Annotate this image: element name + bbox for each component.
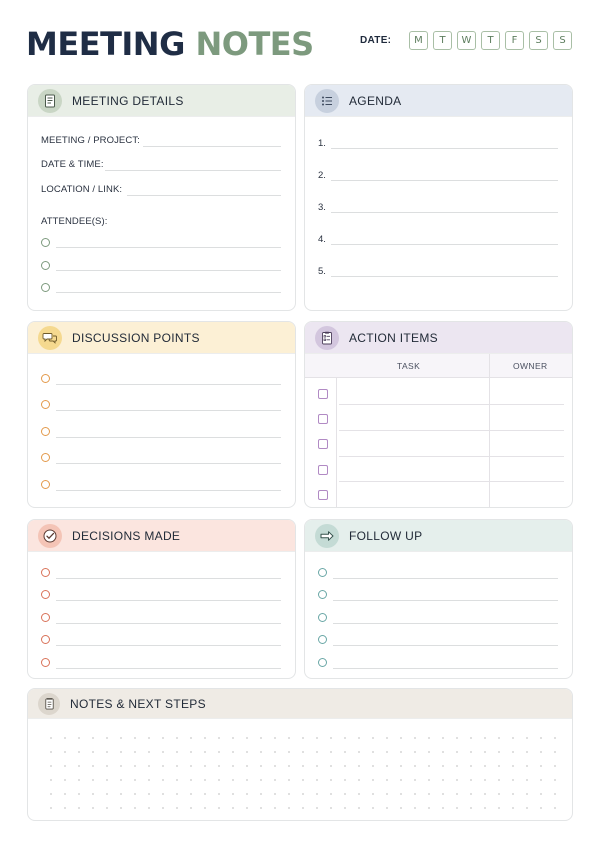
decisions-made-header	[28, 520, 295, 552]
col-header-task: TASK	[397, 361, 421, 371]
notes-card	[27, 688, 573, 821]
discussion-bullet-icon	[41, 400, 50, 409]
decision-line[interactable]	[56, 623, 281, 624]
day-box-tue[interactable]: T	[433, 31, 452, 50]
decisions-made-title: DECISIONS MADE	[72, 528, 181, 543]
decision-bullet-icon	[41, 635, 50, 644]
day-box-sun[interactable]: S	[553, 31, 572, 50]
table-row[interactable]	[339, 456, 564, 457]
list-icon	[315, 89, 339, 113]
day-box-sat[interactable]: S	[529, 31, 548, 50]
agenda-card	[304, 84, 573, 311]
follow-up-card	[304, 519, 573, 679]
discussion-line[interactable]	[56, 490, 281, 491]
attendee-line[interactable]	[56, 247, 281, 248]
decision-bullet-icon	[41, 658, 50, 667]
discussion-bullet-icon	[41, 453, 50, 462]
page-title	[26, 24, 314, 64]
agenda-number: 3.	[318, 202, 326, 213]
discussion-points-header	[28, 322, 295, 354]
col-header-owner: OWNER	[513, 361, 548, 371]
discussion-line[interactable]	[56, 384, 281, 385]
notepad-icon	[38, 693, 60, 715]
attendee-bullet-icon	[41, 283, 50, 292]
agenda-number: 2.	[318, 170, 326, 181]
decision-line[interactable]	[56, 668, 281, 669]
clipboard-checklist-icon	[315, 326, 339, 350]
action-checkbox[interactable]	[318, 490, 328, 500]
follow-up-title: FOLLOW UP	[349, 528, 423, 543]
follow-up-line[interactable]	[333, 668, 558, 669]
follow-up-line[interactable]	[333, 645, 558, 646]
field-label-project: MEETING / PROJECT:	[41, 135, 140, 146]
decision-bullet-icon	[41, 568, 50, 577]
discussion-points-card	[27, 321, 296, 508]
weekday-selector	[409, 31, 572, 50]
field-label-location: LOCATION / LINK:	[41, 184, 123, 195]
attendee-line[interactable]	[56, 270, 281, 271]
attendee-bullet-icon	[41, 261, 50, 270]
agenda-line[interactable]	[331, 180, 558, 181]
discussion-line[interactable]	[56, 463, 281, 464]
table-divider	[336, 378, 337, 507]
action-checkbox[interactable]	[318, 389, 328, 399]
discussion-points-title: DISCUSSION POINTS	[72, 330, 200, 345]
notes-header	[28, 689, 572, 719]
follow-up-bullet-icon	[318, 590, 327, 599]
agenda-number: 4.	[318, 234, 326, 245]
follow-up-bullet-icon	[318, 635, 327, 644]
discussion-bullet-icon	[41, 427, 50, 436]
follow-up-line[interactable]	[333, 578, 558, 579]
day-box-fri[interactable]: F	[505, 31, 524, 50]
agenda-number: 5.	[318, 266, 326, 277]
action-checkbox[interactable]	[318, 439, 328, 449]
attendee-line[interactable]	[56, 292, 281, 293]
follow-up-header	[305, 520, 572, 552]
title-word-notes: NOTES	[195, 25, 314, 63]
table-row[interactable]	[339, 404, 564, 405]
notes-title: NOTES & NEXT STEPS	[70, 696, 206, 711]
day-box-mon[interactable]: M	[409, 31, 428, 50]
agenda-number: 1.	[318, 138, 326, 149]
day-box-wed[interactable]: W	[457, 31, 476, 50]
table-row[interactable]	[339, 481, 564, 482]
title-word-meeting: MEETING	[26, 25, 185, 63]
action-items-header	[305, 322, 572, 354]
meeting-details-title: MEETING DETAILS	[72, 93, 184, 108]
field-line-datetime[interactable]	[105, 170, 281, 171]
table-row[interactable]	[339, 430, 564, 431]
action-items-table-header	[305, 354, 572, 378]
decisions-made-card	[27, 519, 296, 679]
agenda-line[interactable]	[331, 148, 558, 149]
decision-line[interactable]	[56, 645, 281, 646]
follow-up-line[interactable]	[333, 623, 558, 624]
document-icon	[38, 89, 62, 113]
follow-up-bullet-icon	[318, 658, 327, 667]
attendee-bullet-icon	[41, 238, 50, 247]
agenda-line[interactable]	[331, 244, 558, 245]
day-box-thu[interactable]: T	[481, 31, 500, 50]
action-checkbox[interactable]	[318, 414, 328, 424]
discussion-line[interactable]	[56, 437, 281, 438]
action-checkbox[interactable]	[318, 465, 328, 475]
discussion-line[interactable]	[56, 410, 281, 411]
dot-grid-writing-area[interactable]	[44, 731, 556, 810]
field-line-location[interactable]	[127, 195, 281, 196]
follow-up-bullet-icon	[318, 568, 327, 577]
meeting-details-header	[28, 85, 295, 117]
discussion-bullet-icon	[41, 480, 50, 489]
agenda-title: AGENDA	[349, 93, 402, 108]
decision-bullet-icon	[41, 590, 50, 599]
field-label-datetime: DATE & TIME:	[41, 159, 104, 170]
attendees-label: ATTENDEE(S):	[41, 216, 108, 227]
chat-bubbles-icon	[38, 326, 62, 350]
decision-line[interactable]	[56, 600, 281, 601]
agenda-line[interactable]	[331, 212, 558, 213]
decision-line[interactable]	[56, 578, 281, 579]
action-items-card	[304, 321, 573, 508]
arrow-right-icon	[315, 524, 339, 548]
meeting-details-card	[27, 84, 296, 311]
action-items-title: ACTION ITEMS	[349, 330, 438, 345]
agenda-line[interactable]	[331, 276, 558, 277]
decision-bullet-icon	[41, 613, 50, 622]
agenda-header	[305, 85, 572, 117]
check-circle-icon	[38, 524, 62, 548]
follow-up-bullet-icon	[318, 613, 327, 622]
follow-up-line[interactable]	[333, 600, 558, 601]
field-line-project[interactable]	[143, 146, 281, 147]
discussion-bullet-icon	[41, 374, 50, 383]
date-label: DATE:	[360, 35, 392, 46]
